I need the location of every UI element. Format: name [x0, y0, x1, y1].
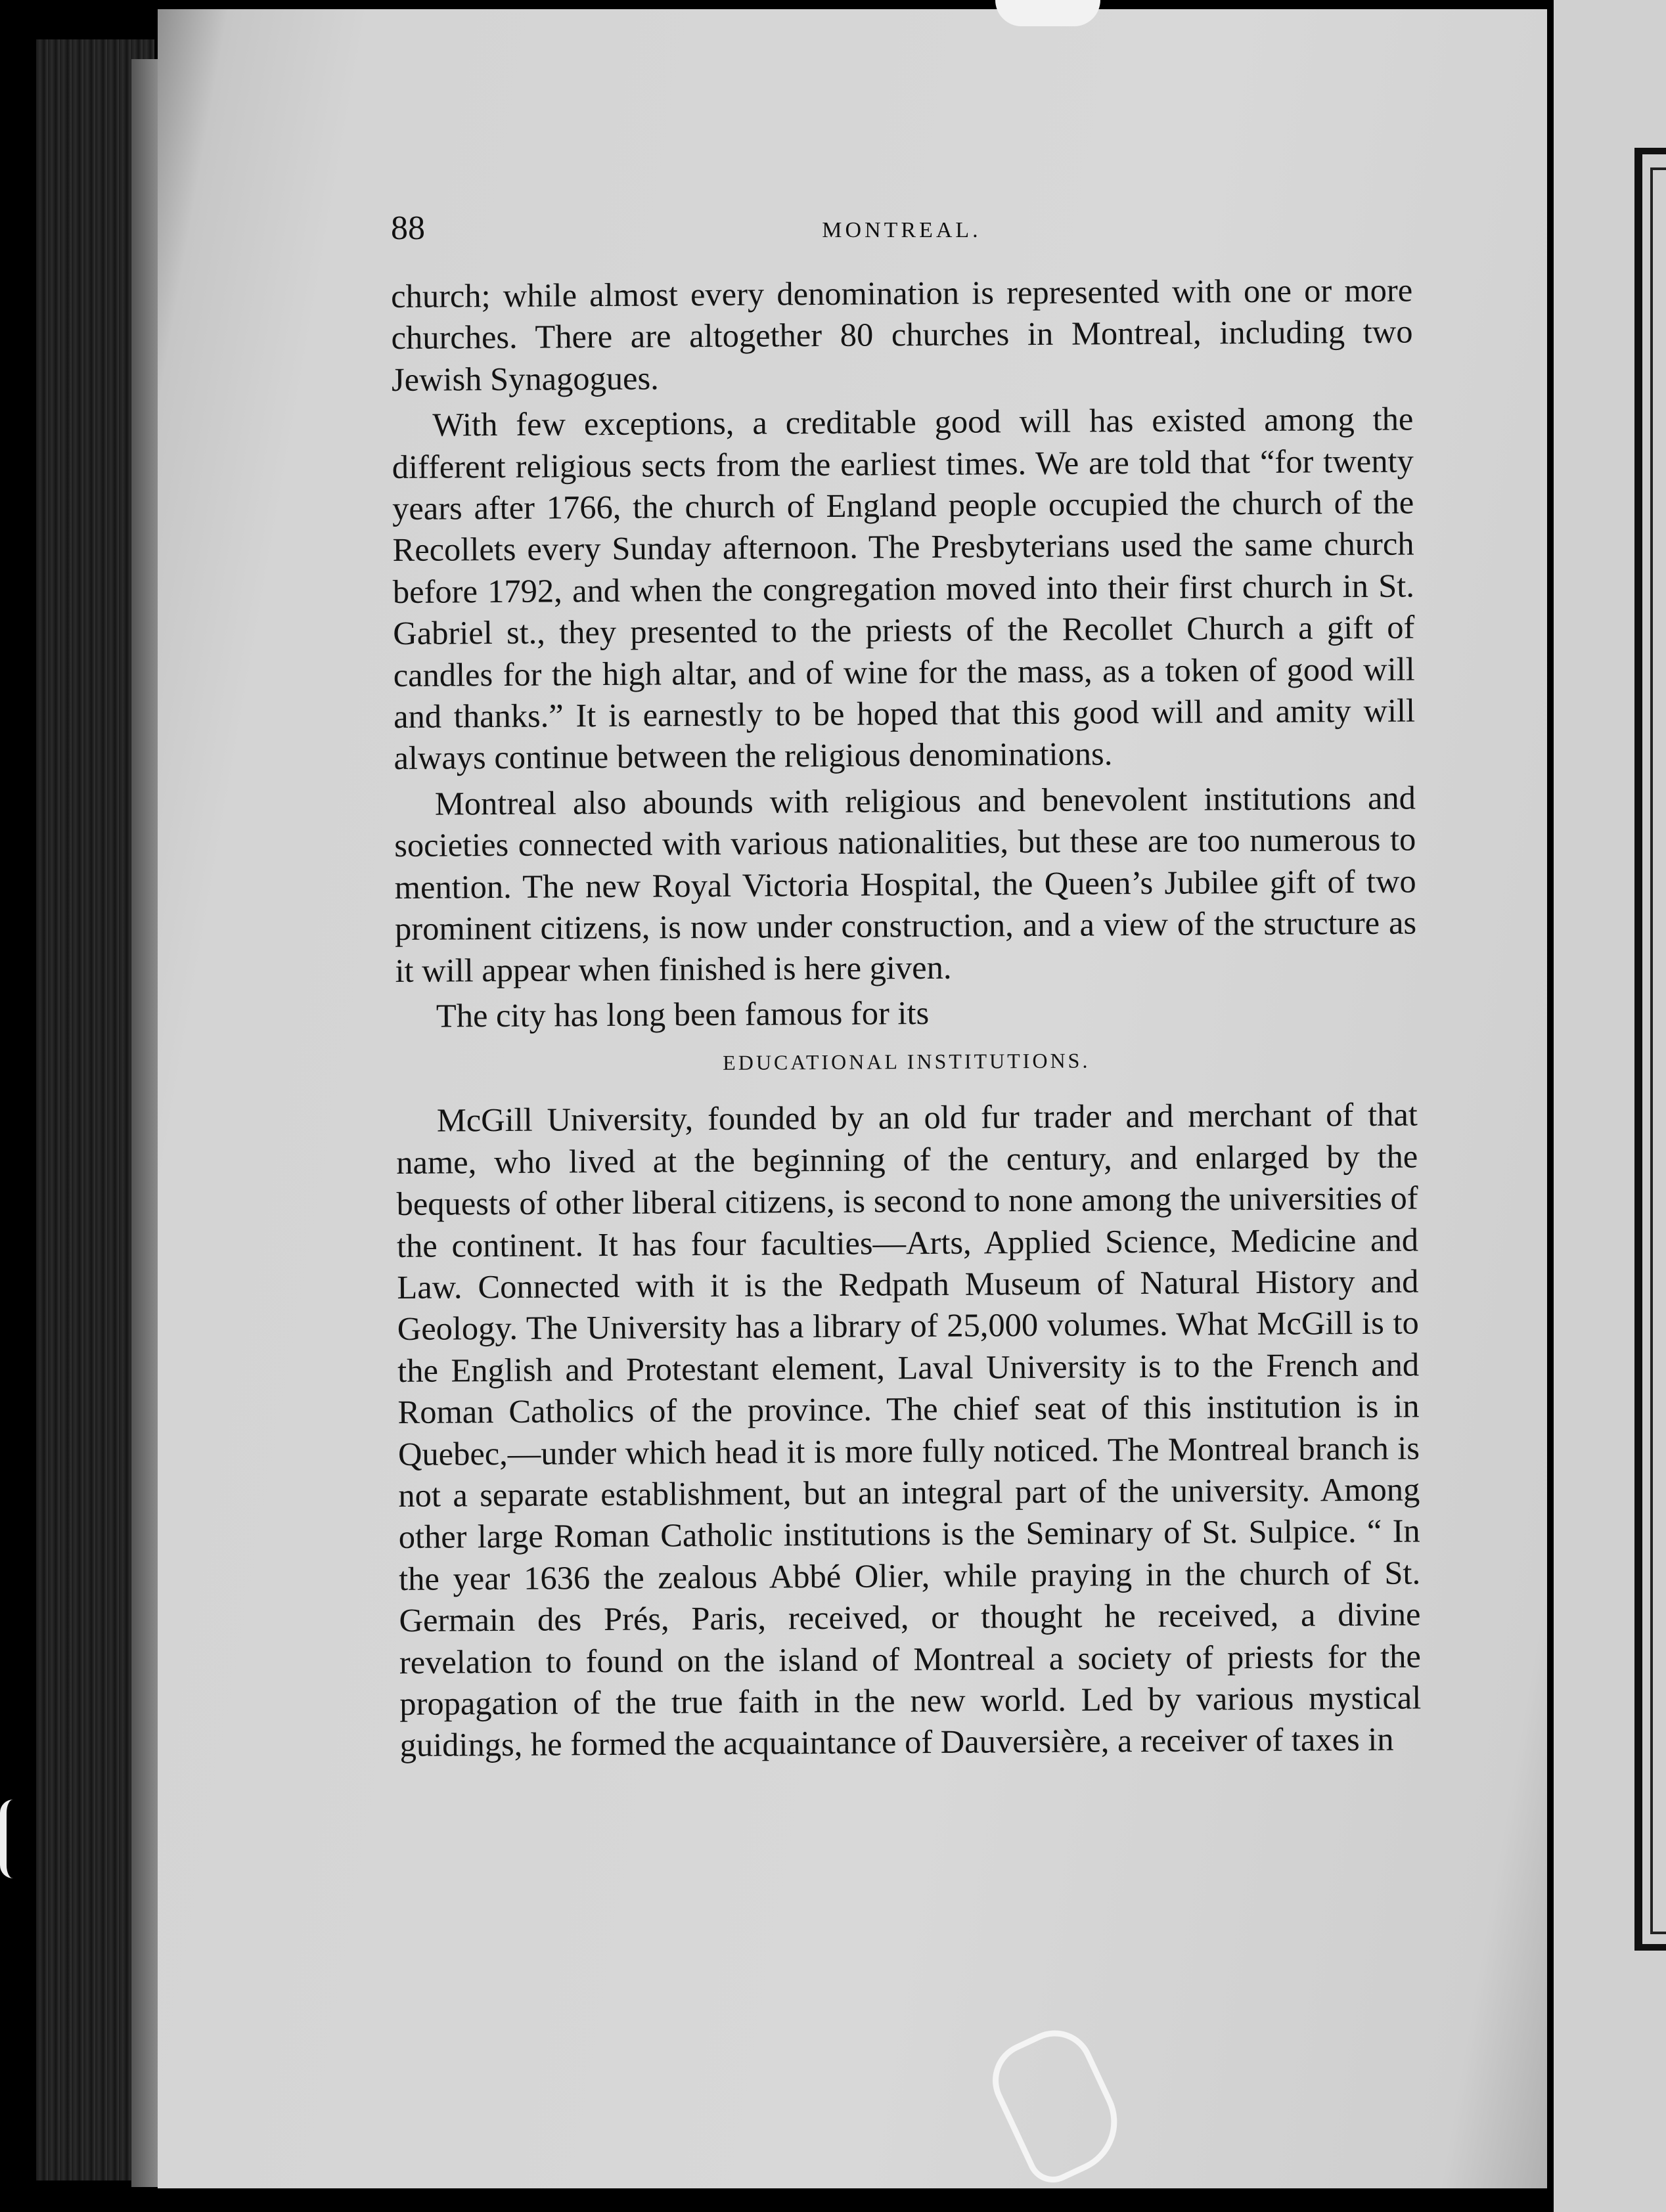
page-body — [391, 270, 1422, 1767]
paragraph: McGill University, founded by an old fur trader and merchant of that name, who lived at the beginning of the century, and enlarged by the bequests of other liberal citizens, is second to none among the universities of the continent. It has four faculties—Arts, Applied Science, Medicine and Law. Connected with it is the Redpath Museum of Natural History and Geology. The University has a library of 25,000 volumes. What McGill is to the English and Protestant element, Laval University is to the French and Roman Catholics of the province. The chief seat of this institution is in Quebec,—under which head it is more fully noticed. The Montreal branch is not a separate establishment, but an integral part of the university. Among other large Roman Catholic institutions is the Seminary of St. Sulpice. “ In the year 1636 the zealous Abbé Olier, while praying in the church of St. Germain des Prés, Paris, received, or thought he received, a divine revelation to found on the island of Montreal a society of priests for the propagation of the true faith in the new world. Led by various mystical guidings, he formed the acquaintance of Dauversière, a receiver of taxes in — [396, 1095, 1422, 1764]
scan-mark — [0, 1800, 26, 1878]
page-number: 88 — [391, 210, 425, 247]
page-edge — [131, 59, 158, 2187]
paragraph: With few exceptions, a creditable good will has existed among the different religious sects from the earliest times. We are told that “for twenty years after 1766, the church of England people occupied the church of the Recollets every Sunday afternoon. The Presbyterians used the same church before 1792, and when the congregation moved into their first church in St. Gabriel st., they presented to the priests of the Recollet Church a gift of candles for the high altar, and of wine for the mass, as a token of good will and thanks.” It is earnestly to be hoped that this good will and amity will always continue between the religious denominations. — [392, 400, 1416, 777]
page-header — [391, 209, 1412, 268]
facing-page-inner-frame — [1650, 167, 1666, 1934]
running-head: MONTREAL. — [822, 218, 981, 242]
scan-blot — [995, 0, 1100, 26]
paragraph: church; while almost every denomination is represented with one or more churches. There are altogether 80 churches in Montreal, including two Jewish Synagogues. — [391, 271, 1413, 398]
section-heading: EDUCATIONAL INSTITUTIONS. — [723, 1048, 1091, 1075]
paragraph: Montreal also abounds with religious and benevolent institutions and societies connected with various nationalities, but these are too numerous to mention. The new Royal Victoria Hospital, the Queen’s Jubilee gift of two prominent citizens, is now under construction, and a view of the structure as it will appear when finished is here given. — [394, 779, 1417, 989]
paragraph: The city has long been famous for its — [436, 994, 930, 1034]
